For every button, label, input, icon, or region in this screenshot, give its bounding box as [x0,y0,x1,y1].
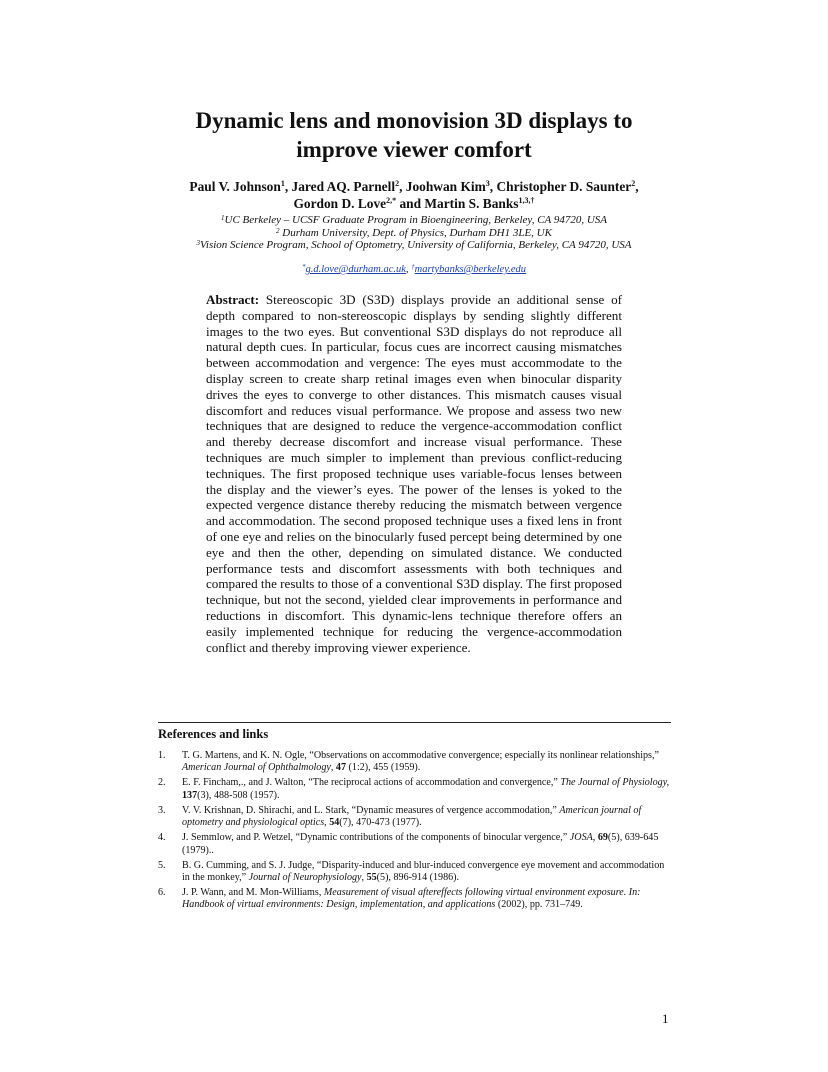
affiliation-mark: 1 [221,214,225,222]
author-name: Martin S. Banks [424,196,519,211]
reference-list [158,750,673,914]
reference-text: E. F. Fincham,., and J. Walton, “The reciprocal actions of accommodation and convergence,” [182,777,561,789]
affiliation-text: UC Berkeley – UCSF Graduate Program in Bioengineering, Berkeley, CA 94720, USA [224,214,607,226]
email-mark: * [301,263,306,271]
reference-item [158,777,673,802]
reference-number: 3. [158,804,166,816]
reference-text: , [324,817,330,829]
reference-number: 4. [158,832,166,844]
affiliations [100,214,728,252]
affiliation-line [100,239,728,252]
reference-volume: 69 [597,832,608,844]
reference-item [158,805,673,830]
author-separator: , [284,179,292,194]
reference-text: J. Semmlow, and P. Wetzel, “Dynamic contributions of the components of binocular vergence,” [182,832,570,844]
reference-text: (5), 896-914 (1986). [376,872,460,884]
author-list [150,178,678,212]
reference-text: (5), 639-645 (1979).. [182,832,659,856]
affiliation-line [100,227,728,240]
reference-text: V. V. Krishnan, D. Shirachi, and L. Stark, “Dynamic measures of vergence accommodation,” [182,804,560,816]
reference-item [158,887,673,912]
author-name: Jared AQ. Parnell [291,179,396,194]
author-name: Paul V. Johnson [189,179,281,194]
affiliation-mark: 3 [196,239,200,247]
author-separator: , [399,179,406,194]
reference-source: Journal of Neurophysiology [248,872,362,884]
author-name: Joohwan Kim [405,179,486,194]
reference-volume: 54 [329,817,340,829]
abstract [206,292,622,655]
contact-emails: *g.d.love@durham.ac.uk, †martybanks@berkeley.edu [301,263,527,275]
paper-title [100,106,728,164]
reference-text: (7), 470-473 (1977). [339,817,422,829]
reference-number: 6. [158,887,166,899]
abstract-text: Stereoscopic 3D (S3D) displays provide an additional sense of depth compared to non-stereoscopic displays by sending slightly different images to the two eyes. But conventional S3D displays do not reproduce all natural depth cues. In particular, focus cues are incorrect causing mismatches between accommodation and vergence: The eyes must accommodate to the display screen to create sharp retinal images even when binocular disparity drives the eyes to converge to other distances. This mismatch causes visual discomfort and reduces visual performance. We propose and assess two new techniques that are designed to reduce the vergence-accommodation conflict and thereby decrease discomfort and increase visual performance. These techniques are much simpler to implement than previous conflict-reducing techniques. The first proposed technique uses variable-focus lenses between the display and the viewer’s eyes. The power of the lenses is yoked to the expected vergence distance thereby reducing the mismatch between vergence and accommodation. The second proposed technique uses a fixed lens in front of one eye and relies on the binocularly fused percept being determined by one eye and then the other, depending on simulated distance. We conducted performance tests and discomfort assessments with both techniques and compared the results to those of a conventional S3D display. The first proposed technique, but not the second, yielded clear improvements in performance and reductions in discomfort. This dynamic-lens technique therefore offers an easily implemented technique for reducing the vergence-accommodation conflict and thereby improving viewer experience. [206,292,623,655]
reference-text: , [592,832,598,844]
author-separator: , [489,179,497,194]
reference-source: Measurement of visual aftereffects following virtual environment exposure. In: Handbook of virtual environments: Design, implementation, and applications [182,887,641,911]
author-separator: , [635,179,639,194]
reference-source: The Journal of Physiology, [560,777,670,789]
reference-text: J. P. Wann, and M. Mon-Williams, [182,887,324,899]
email-link[interactable]: g.d.love@durham.ac.uk [305,264,406,275]
reference-text: , [330,762,336,774]
page-number: 1 [662,1011,669,1026]
title-line-2: improve viewer comfort [296,137,532,162]
reference-text: (3), 488-508 (1957). [197,789,280,801]
author-affiliation-mark: 3 [485,179,490,188]
reference-text: B. G. Cumming, and S. J. Judge, “Disparity-induced and blur-induced convergence eye movement and accommodation in the monkey,” [182,859,665,884]
reference-source: JOSA [569,832,593,844]
abstract-label: Abstract: [206,292,260,307]
affiliation-line [100,214,728,227]
author-affiliation-mark: 2 [395,179,400,188]
reference-source: American Journal of Ophthalmology [182,762,331,774]
reference-text: (1:2), 455 (1959). [346,762,421,774]
reference-item [158,860,673,885]
reference-volume: 55 [366,872,377,884]
author-separator: and [396,196,425,211]
reference-source: American journal of optometry and physiological optics [182,804,642,829]
email-mark: † [411,263,415,271]
reference-volume: 137 [182,789,198,801]
reference-number: 2. [158,777,166,789]
reference-text: T. G. Martens, and K. N. Ogle, “Observations on accommodative convergence; especially its nonlinear relationships,” [182,750,659,761]
reference-number: 1. [158,750,166,761]
reference-volume: 47 [335,762,347,774]
author-name: Christopher D. Saunter [496,179,632,194]
affiliation-text: Durham University, Dept. of Physics, Durham DH1 3LE, UK [279,226,552,239]
email-link[interactable]: martybanks@berkeley.edu [414,264,527,275]
reference-text: (2002), pp. 731–749. [495,899,583,911]
reference-item [158,832,673,857]
title-line-1: Dynamic lens and monovision 3D displays to [195,108,633,133]
author-affiliation-mark: 1 [280,179,285,188]
author-affiliation-mark: 1,3,† [518,196,535,205]
author-affiliation-mark: 2 [631,179,636,188]
reference-item [158,750,673,775]
section-rule [158,722,671,723]
references-heading: References and links [158,727,269,741]
affiliation-mark: 2 [276,226,280,235]
reference-text: , [361,872,367,884]
affiliation-text: Vision Science Program, School of Optometry, University of California, Berkeley, CA 94720, USA [200,239,632,251]
reference-number: 5. [158,859,166,871]
author-name: Gordon D. Love [293,196,387,211]
author-affiliation-mark: 2,* [386,196,397,205]
